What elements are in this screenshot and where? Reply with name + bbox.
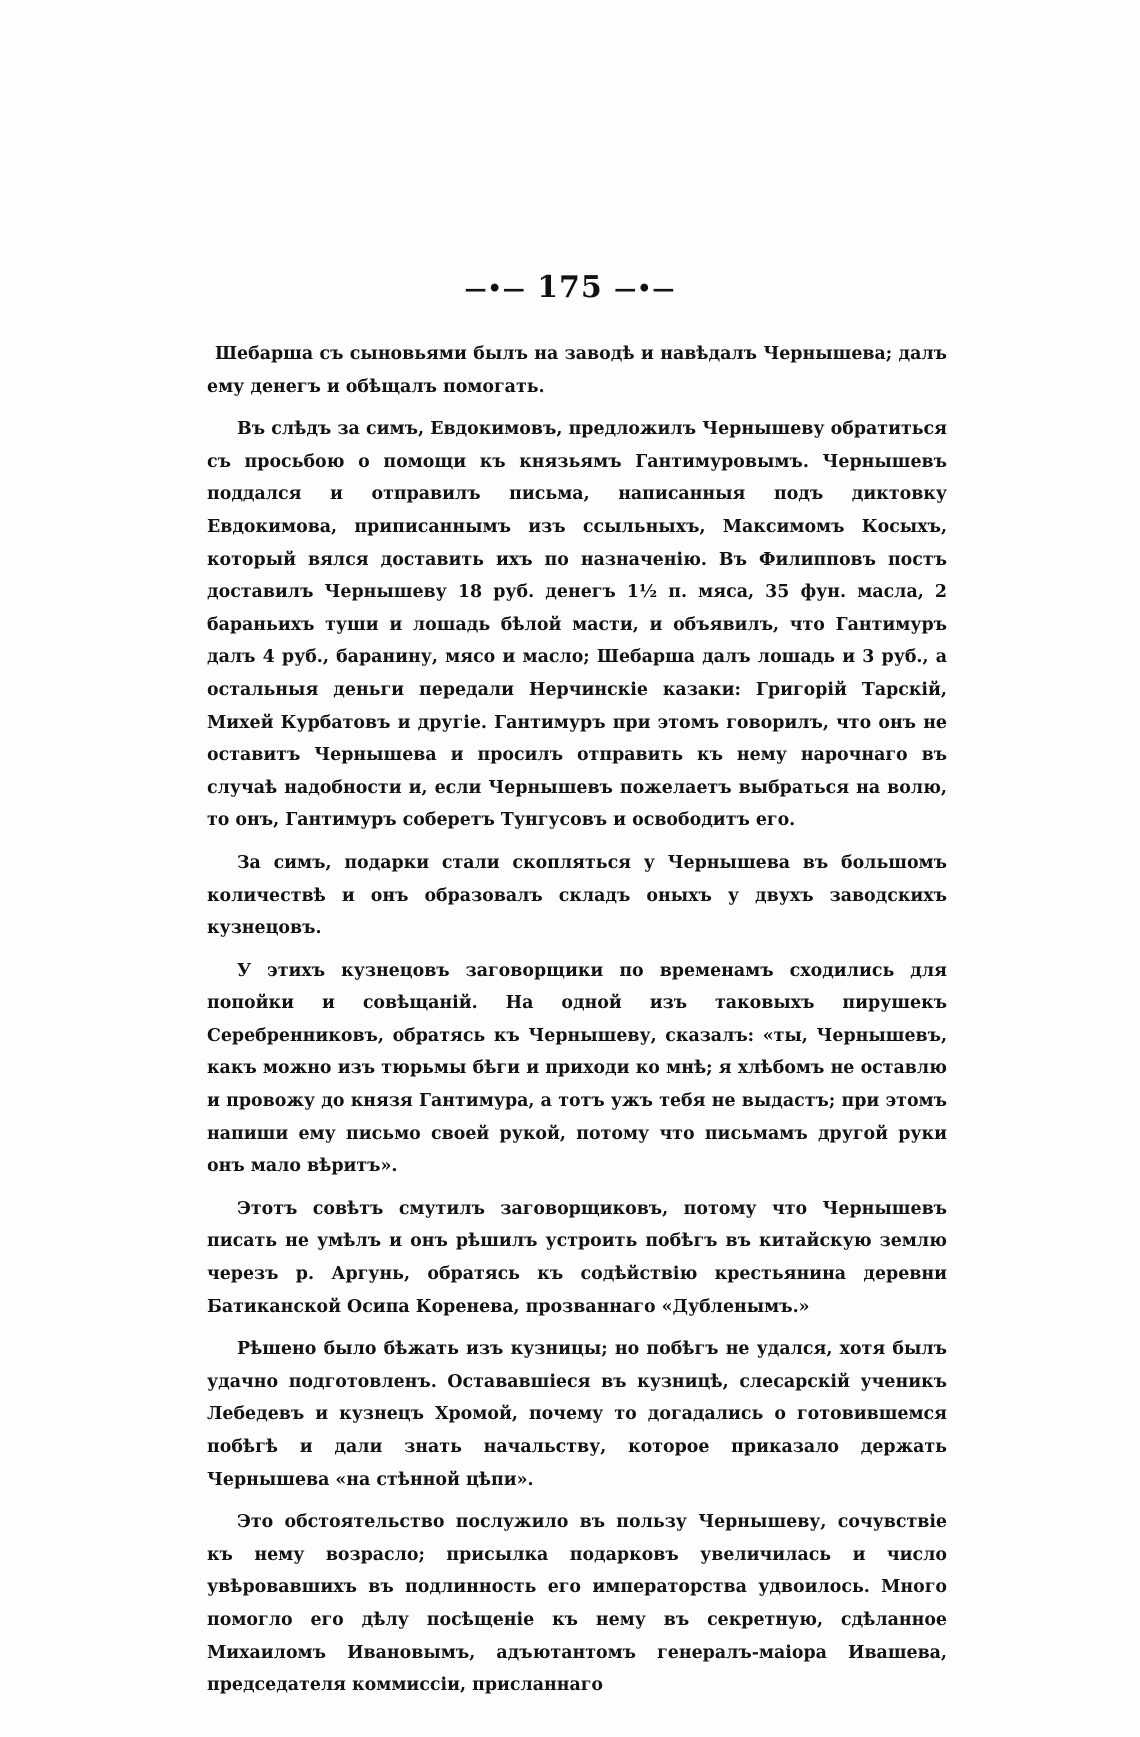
paragraph-7: Это обстоятельство послужило въ пользу Чернышеву, сочувствіе къ нему возрасло; присылка подарковъ увеличилась и число увѣровавшихъ въ подлинность его императорства удвоилось. Много помогло его дѣлу посѣщеніе къ нему въ секретную, сдѣланное Михаиломъ Ивановымъ, адъютантомъ генералъ-маіора Ивашева, председателя коммиссіи, присланнаго: [207, 1512, 947, 1696]
page-header: [0, 270, 1140, 305]
paragraph-2: Въ слѣдъ за симъ, Евдокимовъ, предложилъ Чернышеву обратиться съ просьбою о помощи къ князьямъ Гантимуровымъ. Чернышевъ поддался и отправилъ письма, написанныя подъ диктовку Евдокимова, приписаннымъ изъ ссыльныхъ, Максимомъ Косыхъ, который вялся доставить ихъ по назначенію. Въ Филипповъ постъ доставилъ Чернышеву 18 руб. денегъ 1½ п. мяса, 35 фун. масла, 2 бараньихъ туши и лошадь бѣлой масти, и объявилъ, что Гантимуръ далъ 4 руб., баранину, мясо и масло; Шебарша далъ лошадь и 3 руб., а остальныя деньги передали Нерчинскіе казаки: Григорій Тарскій, Михей Курбатовъ и другіе. Гантимуръ при этомъ говорилъ, что онъ не оставитъ Чернышева и просилъ отправить къ нему нарочнаго въ случаѣ надобности и, если Чернышевъ пожелаетъ выбраться на волю, то онъ, Гантимуръ соберетъ Тунгусовъ и освободитъ его.: [207, 419, 947, 831]
header-ornament-right: —•—: [614, 276, 676, 302]
paragraph-4: У этихъ кузнецовъ заговорщики по временамъ сходились для попойки и совѣщаній. На одной изъ таковыхъ пирушекъ Серебренниковъ, обратясь къ Чернышеву, сказалъ: «ты, Чернышевъ, какъ можно изъ тюрьмы бѣги и приходи ко мнѣ; я хлѣбомъ не оставлю и провожу до князя Гантимура, а тотъ ужъ тебя не выдастъ; при этомъ напиши ему письмо своей рукой, потому что письмамъ другой руки онъ мало вѣритъ».: [207, 960, 947, 1177]
page-number: 175: [537, 270, 603, 305]
paragraph-5: Этотъ совѣтъ смутилъ заговорщиковъ, потому что Чернышевъ писать не умѣлъ и онъ рѣшилъ устроить побѣгъ въ китайскую землю черезъ р. Аргунь, обратясь къ содѣйствію крестьянина деревни Батиканской Осипа Коренева, прозваннаго «Дубленымъ.»: [207, 1198, 947, 1317]
paragraph-1: Шебарша съ сыновьями былъ на заводѣ и навѣдалъ Чернышева; далъ ему денегъ и обѣщалъ помогать.: [207, 344, 947, 397]
paragraph-3: За симъ, подарки стали скопляться у Чернышева въ большомъ количествѣ и онъ образовалъ складъ оныхъ у двухъ заводскихъ кузнецовъ.: [207, 852, 947, 939]
body-text: [207, 338, 947, 1712]
header-ornament-left: —•—: [464, 276, 526, 302]
paragraph-6: Рѣшено было бѣжать изъ кузницы; но побѣгъ не удался, хотя былъ удачно подготовленъ. Остававшіеся въ кузницѣ, слесарскій ученикъ Лебедевъ и кузнецъ Хромой, почему то догадались о готовившемся побѣгѣ и дали знать начальству, которое приказало держать Чернышева «на стѣнной цѣпи».: [207, 1339, 947, 1490]
